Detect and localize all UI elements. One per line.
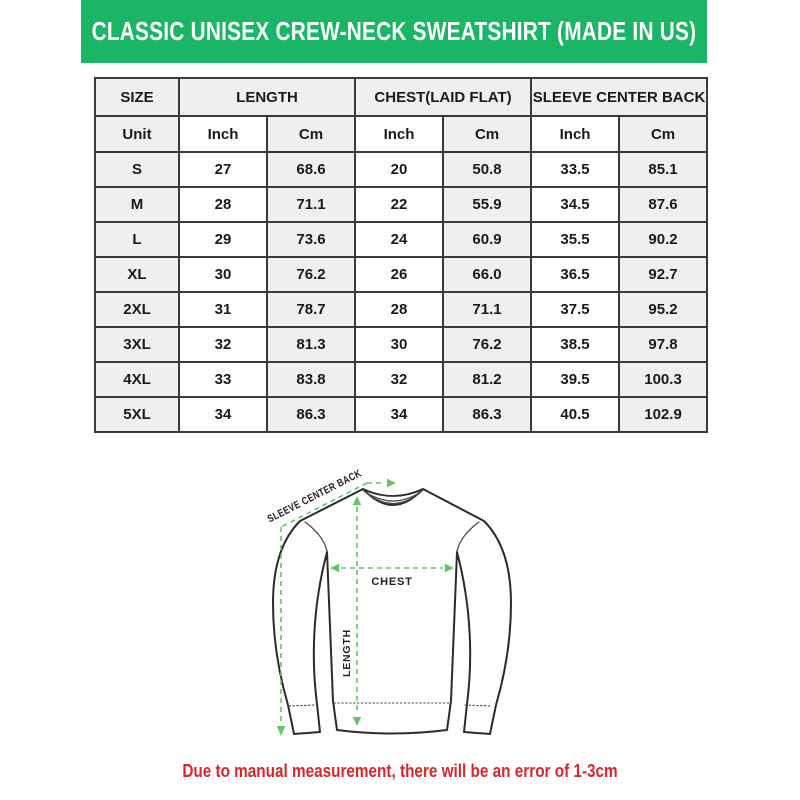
cell: 102.9 [619, 397, 707, 432]
sleeve-center-back-label: SLEEVE CENTER BACK [265, 456, 386, 526]
cell: 50.8 [443, 152, 531, 187]
cell: 81.2 [443, 362, 531, 397]
cell: Inch [531, 116, 619, 152]
cell: 55.9 [443, 187, 531, 222]
size-cell: XL [95, 257, 179, 292]
cell: 30 [179, 257, 267, 292]
cell: 92.7 [619, 257, 707, 292]
size-cell: L [95, 222, 179, 257]
column-header-length: LENGTH [179, 78, 355, 116]
table-row [95, 187, 707, 222]
table-row [95, 257, 707, 292]
size-cell: 2XL [95, 292, 179, 327]
cell: 28 [179, 187, 267, 222]
cell: 97.8 [619, 327, 707, 362]
cell: 78.7 [267, 292, 355, 327]
cell: 76.2 [443, 327, 531, 362]
cell: 100.3 [619, 362, 707, 397]
cell: 31 [179, 292, 267, 327]
cell: 86.3 [443, 397, 531, 432]
sweatshirt-measurement-diagram [230, 455, 570, 765]
cell: 71.1 [443, 292, 531, 327]
table-row [95, 397, 707, 432]
cell: 66.0 [443, 257, 531, 292]
cell: 33 [179, 362, 267, 397]
sweatshirt-outline [273, 489, 511, 734]
column-header-sleeve: SLEEVE CENTER BACK [531, 78, 707, 116]
cell: 95.2 [619, 292, 707, 327]
unit-row [95, 116, 707, 152]
title-bar [81, 0, 707, 63]
table-header-row [95, 78, 707, 116]
cell: 85.1 [619, 152, 707, 187]
cell: 32 [179, 327, 267, 362]
cell: 36.5 [531, 257, 619, 292]
cell: Cm [619, 116, 707, 152]
cell: 30 [355, 327, 443, 362]
cell: 20 [355, 152, 443, 187]
measurement-disclaimer: Due to manual measurement, there will be an error of 1-3cm [182, 761, 618, 781]
table-row [95, 222, 707, 257]
column-header-size: SIZE [95, 78, 179, 116]
size-cell: M [95, 187, 179, 222]
cell: 28 [355, 292, 443, 327]
cell: 60.9 [443, 222, 531, 257]
cell: 29 [179, 222, 267, 257]
table-row [95, 152, 707, 187]
size-table [94, 77, 708, 433]
cell: 37.5 [531, 292, 619, 327]
page-title: CLASSIC UNISEX CREW-NECK SWEATSHIRT (MADE IN US) [91, 16, 697, 46]
cell: Cm [267, 116, 355, 152]
size-cell: 5XL [95, 397, 179, 432]
cell: 86.3 [267, 397, 355, 432]
chest-label: CHEST [371, 576, 413, 588]
size-cell: 4XL [95, 362, 179, 397]
cell: 22 [355, 187, 443, 222]
cell: 90.2 [619, 222, 707, 257]
cell: 38.5 [531, 327, 619, 362]
table-row [95, 292, 707, 327]
cell: 34 [179, 397, 267, 432]
cell: 81.3 [267, 327, 355, 362]
size-cell: S [95, 152, 179, 187]
cell: Inch [355, 116, 443, 152]
cell: Unit [95, 116, 179, 152]
table-row [95, 362, 707, 397]
cell: 33.5 [531, 152, 619, 187]
cell: 39.5 [531, 362, 619, 397]
cell: 40.5 [531, 397, 619, 432]
column-header-chest: CHEST(LAID FLAT) [355, 78, 531, 116]
cell: 87.6 [619, 187, 707, 222]
cell: Inch [179, 116, 267, 152]
cell: 32 [355, 362, 443, 397]
cell: 83.8 [267, 362, 355, 397]
cell: 73.6 [267, 222, 355, 257]
cell: 24 [355, 222, 443, 257]
cell: Cm [443, 116, 531, 152]
cell: 35.5 [531, 222, 619, 257]
cell: 26 [355, 257, 443, 292]
cell: 27 [179, 152, 267, 187]
cell: 34 [355, 397, 443, 432]
length-label: LENGTH [341, 629, 353, 677]
size-cell: 3XL [95, 327, 179, 362]
cell: 68.6 [267, 152, 355, 187]
cell: 34.5 [531, 187, 619, 222]
cell: 76.2 [267, 257, 355, 292]
table-row [95, 327, 707, 362]
cell: 71.1 [267, 187, 355, 222]
